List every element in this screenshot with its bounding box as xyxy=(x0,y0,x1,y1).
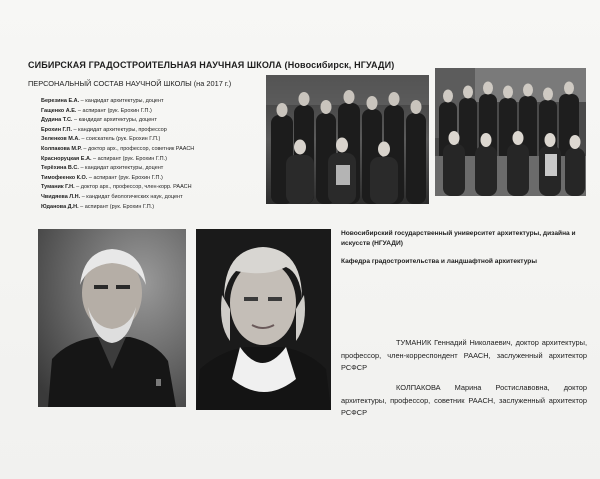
list-item xyxy=(41,183,271,193)
member-name: Колпакова М.Р. xyxy=(41,145,82,152)
group-photo-2 xyxy=(435,68,586,196)
group-photo-1 xyxy=(266,75,429,204)
members-list xyxy=(41,97,271,212)
list-item xyxy=(41,145,271,155)
member-role: – аспирант (рук. Ерохин Г.П.) xyxy=(91,155,167,162)
member-role: – кандидат биологических наук, доцент xyxy=(80,193,183,200)
bio-tumanik: ТУМАНИК Геннадий Николаевич, доктор архитектуры, профессор, член-корреспондент РААСН, заслуженный архитектор РСФСР xyxy=(341,338,587,372)
member-name: Дудина Т.С. xyxy=(41,117,73,124)
member-role: – соискатель (рук. Ерохин Г.П.) xyxy=(79,136,161,143)
bio-kolpakova: КОЛПАКОВА Марина Ростиславовна, доктор архитектуры, профессор, советник РААСН, заслуженный архитектор РСФСР xyxy=(341,383,587,417)
member-role: – аспирант (рук. Ерохин Г.П.) xyxy=(87,174,163,181)
list-item xyxy=(41,203,271,213)
member-name: Гащенко А.Е. xyxy=(41,107,77,114)
list-item xyxy=(41,193,271,203)
member-name: Ерохин Г.П. xyxy=(41,126,72,133)
member-role: – доктор арх., профессор, член-корр. РААСН xyxy=(74,184,192,191)
page-title: СИБИРСКАЯ ГРАДОСТРОИТЕЛЬНАЯ НАУЧНАЯ ШКОЛА (Новосибирск, НГУАДИ) xyxy=(28,60,395,70)
member-role: – кандидат архитектуры, доцент xyxy=(72,117,157,124)
list-item xyxy=(41,97,271,107)
member-name: Зеленков М.А. xyxy=(41,136,80,143)
member-role: – доктор арх., профессор, советник РААСН xyxy=(81,145,195,152)
member-role: – аспирант (рук. Ерохин Г.П.) xyxy=(78,203,155,210)
member-name: Юданова Д.Н. xyxy=(41,203,79,210)
member-name: Тимофеенко К.О. xyxy=(41,174,88,181)
list-item xyxy=(41,174,271,184)
member-name: Терёхина В.С. xyxy=(41,165,79,172)
member-name: Березина Е.А. xyxy=(41,98,80,104)
list-item xyxy=(41,116,271,126)
university-name: Новосибирский государственный университет архитектуры, дизайна и искусств (НГУАДИ) xyxy=(341,230,576,247)
department-name: Кафедра градостроительства и ландшафтной архитектуры xyxy=(341,258,537,265)
member-role: – кандидат архитектуры, доцент xyxy=(78,165,164,172)
list-item xyxy=(41,107,271,117)
list-item xyxy=(41,135,271,145)
member-name: Туманик Г.Н. xyxy=(41,184,75,191)
list-item xyxy=(41,155,271,165)
portrait-kolpakova xyxy=(196,229,331,410)
member-role: – кандидат архитектуры, доцент xyxy=(79,98,164,104)
members-heading: ПЕРСОНАЛЬНЫЙ СОСТАВ НАУЧНОЙ ШКОЛЫ (на 2017 г.) xyxy=(28,79,232,88)
member-name: Чвидяева Л.Н. xyxy=(41,193,81,200)
portrait-tumanik xyxy=(38,229,186,407)
member-role: – аспирант (рук. Ерохин Г.П.) xyxy=(76,107,152,114)
list-item xyxy=(41,126,271,136)
member-name: Красноруцкая Е.А. xyxy=(41,155,92,162)
list-item xyxy=(41,164,271,174)
member-role: – кандидат архитектуры, профессор xyxy=(71,126,167,133)
